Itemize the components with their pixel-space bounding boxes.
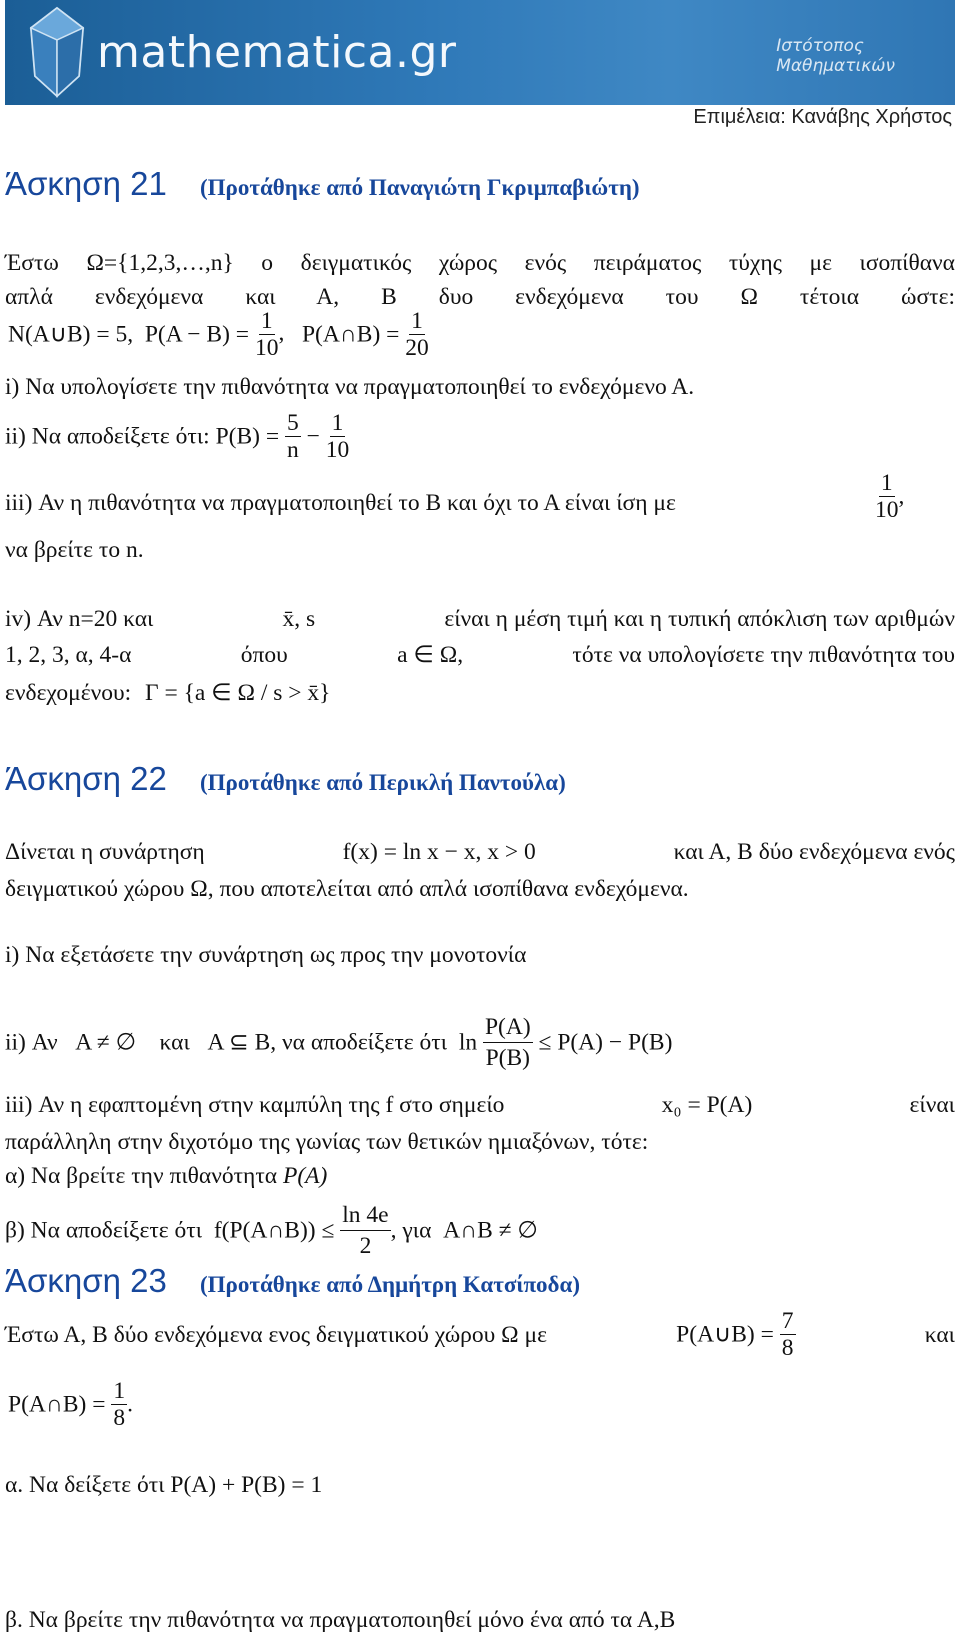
ex23-question-a: α. Να δείξετε ότι P(A) + P(B) = 1 [5, 1472, 323, 1498]
ex23-question-b: β. Να βρείτε την πιθανότητα να πραγματοποιηθεί μόνο ένα από τα Α,Β [5, 1607, 676, 1633]
ex22-question-3b: β) Να αποδείξετε ότι f(P(A∩B)) ≤ $\frac{\ln 4e}{2}$ , για A∩B ≠ ∅ [5, 1202, 538, 1259]
ex22-para-2: δειγματικού χώρου Ω, που αποτελείται από απλά ισοπίθανα ενδεχόμενα. [5, 876, 689, 902]
ex21-para-2: απλά ενδεχόμενα και Α, Β δυο ενδεχόμενα του Ω τέτοια ώστε: [5, 284, 955, 310]
fraction-ln4e-over-2: $\frac{\ln 4e}{2}$ [342, 1202, 389, 1259]
formula-p-diff: P(A − B) = [144, 321, 250, 348]
ex22-question-2: ii) Αν A ≠ ∅ και A ⊆ B, να αποδείξετε ότι ln $\frac{P(A)}{P(B)}$ ≤ P(A) − P(B) [5, 1014, 673, 1071]
ex21-para-1: Έστω Ω={1,2,3,…,n} ο δειγματικός χώρος ενός πειράματος τύχης με ισοπίθανα [5, 250, 955, 276]
ex21-given-formulas: N(A∪B) = 5, P(A − B) = $\frac{1}{10}$ , P(A∩B) = $\frac{1}{20}$ [8, 308, 429, 361]
exercise-23-title: Άσκηση 23 [5, 1262, 167, 1299]
site-banner [5, 0, 955, 105]
exercise-23-proposer: (Προτάθηκε από Δημήτρη Κατσίποδα) [200, 1272, 580, 1297]
ex22-para-1: Δίνεται η συνάρτηση f(x) = ln x − x, x > 0 και Α, Β δύο ενδεχόμενα ενός [5, 839, 955, 865]
polyhedron-logo-icon [27, 6, 87, 98]
ex22-question-1: i) Να εξετάσετε την συνάρτηση ως προς την μονοτονία [5, 942, 527, 968]
brand-name: mathematica.gr [97, 27, 457, 78]
set-gamma-formula: Γ = {a ∈ Ω / s > x̄} [144, 680, 331, 706]
fraction-7-8: $\frac{7}{8}$ [781, 1308, 794, 1361]
function-definition: f(x) = ln x − x, x > 0 [342, 839, 536, 865]
ex21-question-4-line2: 1, 2, 3, α, 4-α όπου a ∈ Ω, τότε να υπολογίσετε την πιθανότητα του [5, 642, 955, 668]
ex21-question-3-fraction: $\frac{1}{10}$ , [875, 470, 905, 523]
fraction-1-8: $\frac{1}{8}$ [113, 1378, 126, 1431]
exercise-22-title: Άσκηση 22 [5, 760, 167, 797]
tagline-line2: Μαθηματικών [776, 56, 895, 76]
fraction-pa-over-pb: $\frac{P(A)}{P(B)}$ [484, 1014, 531, 1071]
exercise-21-title: Άσκηση 21 [5, 165, 167, 202]
ex23-para-2: P(A∩B) = $\frac{1}{8}$ . [8, 1378, 133, 1431]
editor-credit: Επιμέλεια: Κανάβης Χρήστος [693, 106, 952, 128]
ex21-question-1: i) Να υπολογίσετε την πιθανότητα να πραγματοποιηθεί το ενδεχόμενο Α. [5, 374, 695, 400]
exercise-22-proposer: (Προτάθηκε από Περικλή Παντούλα) [200, 770, 566, 795]
ex21-question-2: ii) Να αποδείξετε ότι: P(B) = $\frac{5}{n}$ − $\frac{1}{10}$ [5, 410, 350, 463]
formula-n-union: N(A∪B) = 5, [8, 321, 134, 348]
exercise-21-proposer: (Προτάθηκε από Παναγιώτη Γκριμπαβιώτη) [200, 175, 640, 200]
ex23-para-1: Έστω Α, Β δύο ενδεχόμενα ενος δειγματικού χώρου Ω με P(A∪B) = $\frac{7}{8}$ και [5, 1308, 955, 1361]
formula-p-intersection: P(A∩B) = [301, 321, 400, 348]
fraction-1-10: $\frac{1}{10}$ [325, 410, 350, 463]
fraction-1-10: $\frac{1}{10}$ [254, 308, 279, 361]
fraction-1-20: $\frac{1}{20}$ [405, 308, 429, 361]
ex21-question-3-line1: iii) Αν η πιθανότητα να πραγματοποιηθεί το Β και όχι το Α είναι ίση με [5, 490, 676, 516]
ex21-question-3-line2: να βρείτε το n. [5, 537, 144, 563]
ex22-question-3-line2: παράλληλη στην διχοτόμο της γωνίας των θετικών ημιαξόνων, τότε: [5, 1129, 649, 1155]
ex22-question-3a: α) Να βρείτε την πιθανότητα P(A) [5, 1163, 328, 1189]
ex21-question-4-line1: iv) Αν n=20 και x̄, s είναι η μέση τιμή και η τυπική απόκλιση των αριθμών [5, 606, 955, 632]
ex22-question-3-line1: iii) Αν η εφαπτομένη στην καμπύλη της f στο σημείο x₀ = P(A) είναι [5, 1092, 955, 1118]
fraction-5-n: $\frac{5}{n}$ [286, 410, 299, 463]
tagline [776, 36, 895, 76]
tagline-line1: Ιστότοπος [776, 36, 864, 56]
ex21-question-4-line3: ενδεχομένου: Γ = {a ∈ Ω / s > x̄} [5, 680, 331, 706]
